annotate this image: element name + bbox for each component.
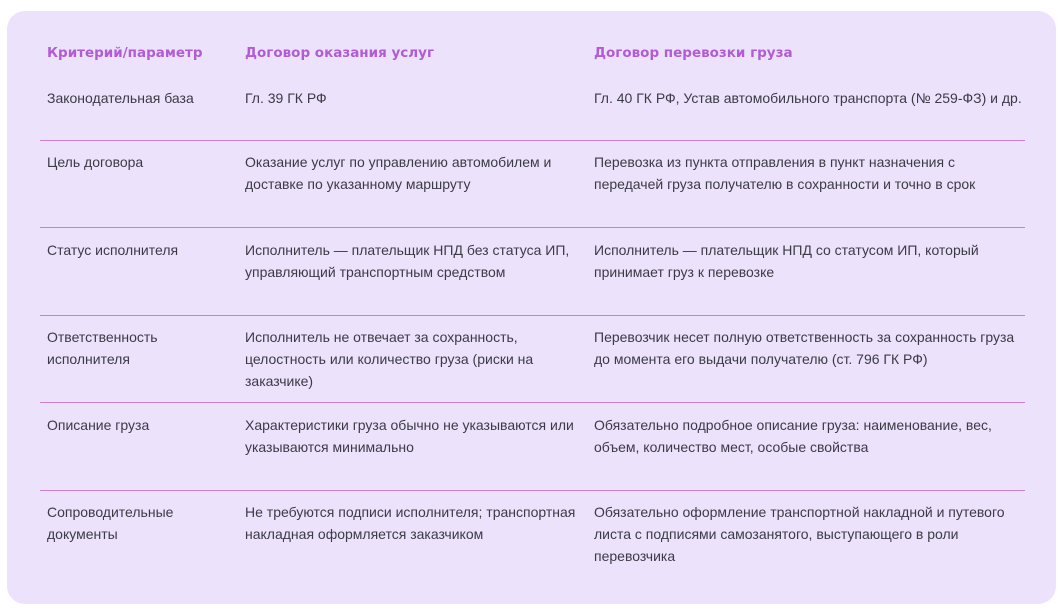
carriage-cell: Обязательно подробное описание груза: наименование, вес, объем, количество мест, особые свойства (594, 417, 992, 455)
carriage-cell: Гл. 40 ГК РФ, Устав автомобильного транспорта (№ 259-ФЗ) и др. (594, 90, 1022, 106)
criterion-cell: Ответственность исполнителя (47, 329, 158, 367)
services-cell: Оказание услуг по управлению автомобилем и доставке по указанному маршруту (245, 154, 552, 192)
criterion-cell: Сопроводительные документы (47, 504, 174, 542)
carriage-cell: Перевозчик несет полную ответственность за сохранность груза до момента его выдачи получателю (ст. 796 ГК РФ) (594, 329, 1015, 367)
row-divider (40, 227, 1025, 228)
row-divider (40, 315, 1025, 316)
comparison-card (7, 11, 1056, 604)
header-carriage-contract: Договор перевозки груза (594, 45, 793, 61)
criterion-cell: Описание груза (47, 417, 150, 433)
services-cell: Исполнитель — плательщик НПД без статуса ИП, управляющий транспортным средством (245, 242, 570, 280)
carriage-cell: Обязательно оформление транспортной накладной и путевого листа с подписями самозанятого, выступающего в роли перевозчика (594, 504, 1005, 564)
services-cell: Не требуются подписи исполнителя; транспортная накладная оформляется заказчиком (245, 504, 576, 542)
services-cell: Гл. 39 ГК РФ (245, 90, 327, 106)
header-criterion: Критерий/параметр (47, 45, 203, 61)
carriage-cell: Исполнитель — плательщик НПД со статусом ИП, который принимает груз к перевозке (594, 242, 979, 280)
criterion-cell: Статус исполнителя (47, 242, 179, 258)
carriage-cell: Перевозка из пункта отправления в пункт назначения с передачей груза получателю в сохранности и точно в срок (594, 154, 976, 192)
table-header (7, 11, 1056, 96)
row-divider (40, 140, 1025, 141)
criterion-cell: Законодательная база (47, 90, 194, 106)
criterion-cell: Цель договора (47, 154, 144, 170)
header-services-contract: Договор оказания услуг (245, 45, 435, 61)
services-cell: Характеристики груза обычно не указываются или указываются минимально (245, 417, 574, 455)
row-divider (40, 490, 1025, 491)
services-cell: Исполнитель не отвечает за сохранность, целостность или количество груза (риски на заказчике) (245, 329, 534, 389)
row-divider (40, 402, 1025, 403)
